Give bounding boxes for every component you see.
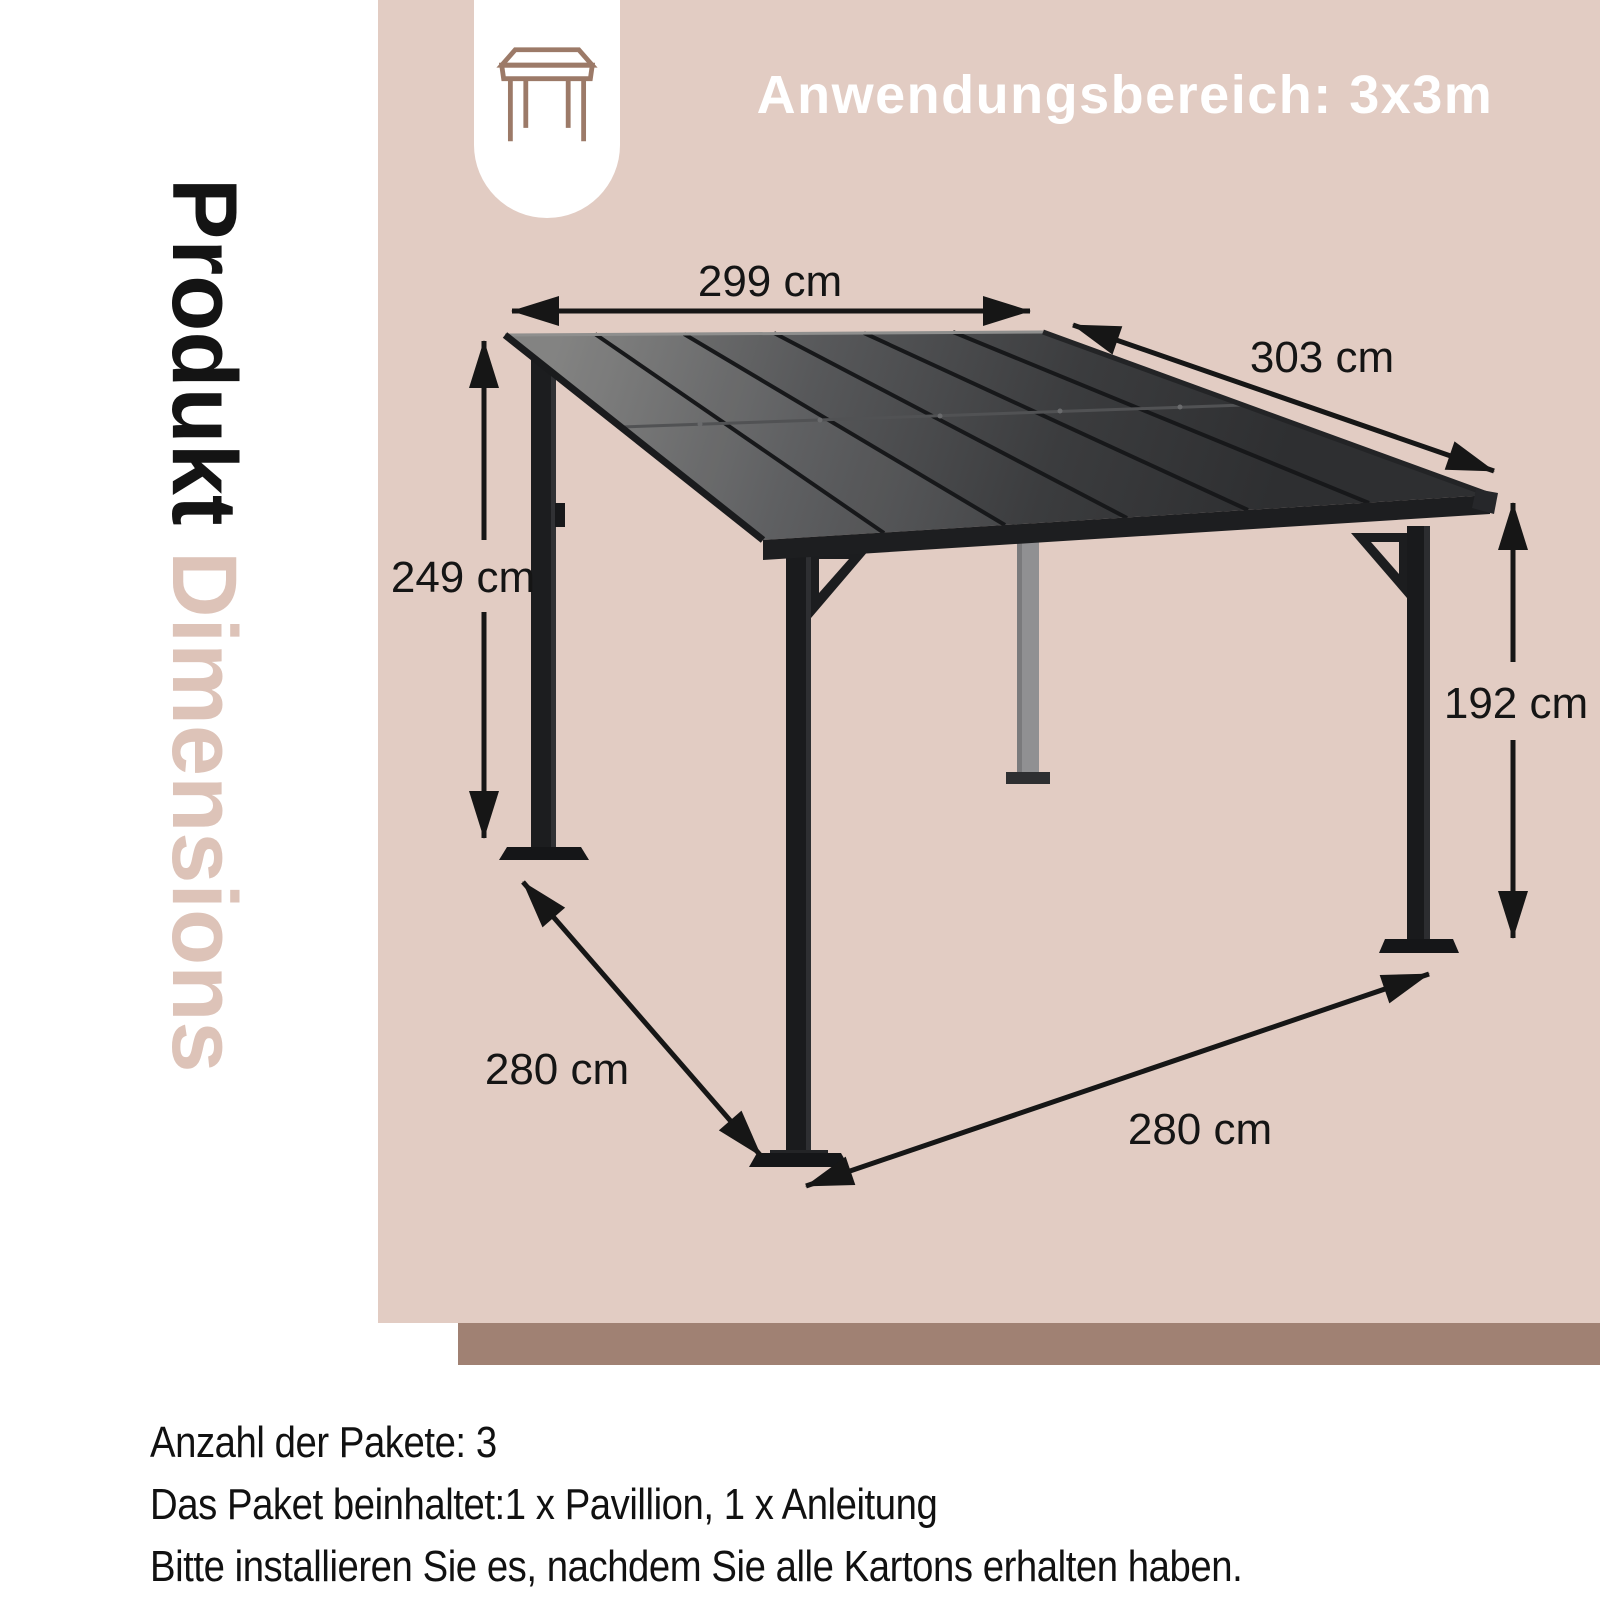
footer-line-packages: Anzahl der Pakete: 3 xyxy=(150,1418,497,1467)
footer-notes xyxy=(150,1412,1406,1598)
post-front-right xyxy=(1351,526,1459,953)
footer-line-install: Bitte installieren Sie es, nachdem Sie alle Kartons erhalten haben. xyxy=(150,1542,1243,1591)
page-title: Anwendungsbereich: 3x3m xyxy=(756,65,1494,125)
arrow-base-depth xyxy=(523,882,761,1156)
footer-line-contents: Das Paket beinhaltet:1 x Pavillion, 1 x Anleitung xyxy=(150,1480,938,1529)
label-base-width: 280 cm xyxy=(1127,1105,1273,1154)
side-title-primary: Produkt xyxy=(153,178,255,526)
post-front-left xyxy=(749,543,869,1167)
pergola-illustration xyxy=(499,332,1498,1167)
label-back-height: 249 cm xyxy=(390,553,536,602)
label-roof-width: 299 cm xyxy=(697,257,843,306)
label-base-depth: 280 cm xyxy=(484,1045,630,1094)
post-back-right xyxy=(1006,524,1050,784)
label-roof-depth: 303 cm xyxy=(1249,333,1395,382)
arrow-base-width xyxy=(806,974,1429,1186)
side-title-secondary: Dimensions xyxy=(153,551,255,1073)
label-front-height: 192 cm xyxy=(1443,679,1589,728)
